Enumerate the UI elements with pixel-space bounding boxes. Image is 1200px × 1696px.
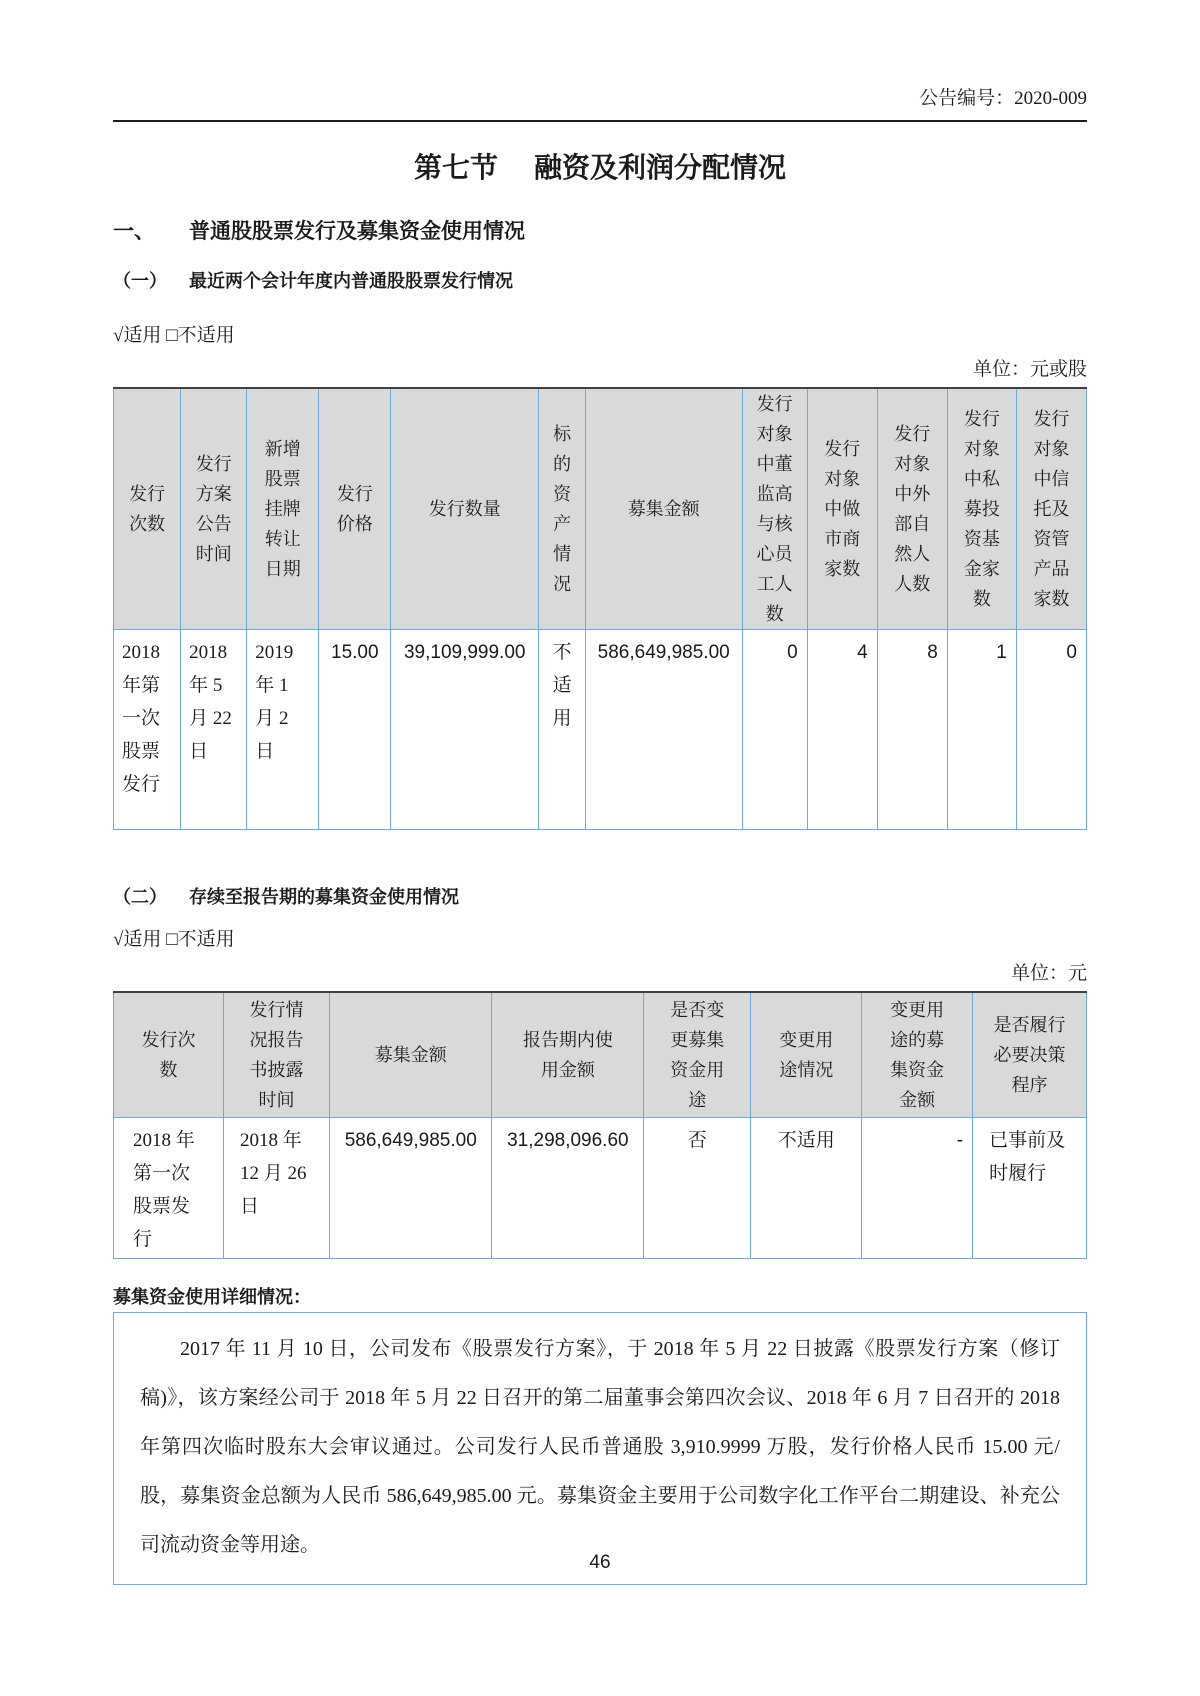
usage-cell-raised-amount: 586,649,985.00 [329,1117,491,1258]
issuance-header-insiders-count: 发行对象中董监高与核心员工人数 [742,388,807,630]
issuance-header-market-makers-count: 发行对象中做市商家数 [807,388,877,630]
doc-number: 公告编号：2020-009 [919,88,1087,109]
fund-usage-data-row [114,1117,1087,1258]
issuance-header-plan-announce-date: 发行方案公告时间 [181,388,247,630]
usage-header-procedures-performed: 是否履行必要决策程序 [973,992,1087,1117]
issuance-header-raised-amount: 募集金额 [585,388,742,630]
issuance-table [113,387,1087,830]
doc-header [113,0,1087,122]
applicable-line-1: √适用 □不适用 [113,325,235,346]
issuance-header-price: 发行价格 [319,388,391,630]
usage-cell-issue-count: 2018 年第一次股票发行 [114,1117,224,1258]
issuance-header-listing-date: 新增股票挂牌转让日期 [247,388,319,630]
section-1-1-label: 最近两个会计年度内普通股股票发行情况 [189,271,513,291]
page-content [113,0,1087,1585]
issuance-table-data-row [114,630,1087,830]
issuance-header-underlying-asset: 标的资产情况 [539,388,586,630]
section-1-number: 一、 [113,220,155,243]
usage-header-report-disclosure-date: 发行情况报告书披露时间 [223,992,329,1117]
issuance-cell-price: 15.00 [319,630,391,830]
usage-header-change-details: 变更用途情况 [751,992,862,1117]
issuance-header-external-individuals-count: 发行对象中外部自然人人数 [877,388,947,630]
section-1-heading [113,218,1087,246]
section-1-1-number: （一） [113,271,167,291]
issuance-cell-plan-announce-date: 2018 年 5 月 22 日 [181,630,247,830]
usage-cell-report-disclosure-date: 2018 年 12 月 26 日 [223,1117,329,1258]
page-title [113,148,1087,188]
usage-cell-procedures-performed: 已事前及时履行 [973,1117,1087,1258]
section-1-label: 普通股股票发行及募集资金使用情况 [189,220,525,243]
detail-paragraph: 2017 年 11 月 10 日，公司发布《股票发行方案》，于 2018 年 5 月 22 日披露《股票发行方案（修订稿)》，该方案经公司于 2018 年 5 月 22 日召开的第二届董事会第四次会议、2018 年 6 月 7 日召开的 2018 年第四次临时股东大会审议通过。公司发行人民币普通股 3,910.9999 万股，发行价格人民币 15.00 元/股，募集资金总额为人民币 586,649,985.00 元。募集资金主要用于公司数字化工作平台二期建设、补充公司流动资金等用途。 [140,1337,1060,1556]
usage-header-issue-count: 发行次数 [114,992,224,1117]
section-1-2-label: 存续至报告期的募集资金使用情况 [189,887,459,907]
issuance-cell-issue-count: 2018年第一次股票发行 [114,630,181,830]
issuance-cell-insiders-count: 0 [742,630,807,830]
issuance-header-issue-count: 发行次数 [114,388,181,630]
usage-cell-changed-amount: - [862,1117,973,1258]
issuance-cell-external-individuals-count: 8 [877,630,947,830]
usage-cell-used-amount: 31,298,096.60 [492,1117,644,1258]
issuance-table-header-row [114,388,1087,630]
unit-label-2: 单位：元 [1010,963,1087,984]
usage-header-used-amount: 报告期内使用金额 [492,992,644,1117]
fund-usage-table [113,991,1087,1259]
unit-label-1: 单位：元或股 [972,359,1087,380]
issuance-cell-raised-amount: 586,649,985.00 [585,630,742,830]
usage-cell-change-details: 不适用 [751,1117,862,1258]
section-1-2-number: （二） [113,887,167,907]
applicable-line-2: √适用 □不适用 [113,929,235,950]
fund-usage-header-row [114,992,1087,1117]
usage-header-purpose-changed: 是否变更募集资金用途 [644,992,751,1117]
detail-box [113,1312,1087,1585]
issuance-cell-private-funds-count: 1 [947,630,1016,830]
detail-section-label: 募集资金使用详细情况： [113,1286,311,1307]
usage-header-changed-amount: 变更用途的募集资金金额 [862,992,973,1117]
page-title-text: 融资及利润分配情况 [534,152,787,183]
issuance-header-private-funds-count: 发行对象中私募投资基金家数 [947,388,1016,630]
issuance-cell-trust-products-count: 0 [1016,630,1086,830]
issuance-cell-quantity: 39,109,999.00 [391,630,539,830]
section-1-1-heading [113,268,1087,294]
usage-cell-purpose-changed: 否 [644,1117,751,1258]
issuance-cell-underlying-asset: 不适用 [539,630,586,830]
usage-header-raised-amount: 募集金额 [329,992,491,1117]
issuance-header-quantity: 发行数量 [391,388,539,630]
issuance-cell-market-makers-count: 4 [807,630,877,830]
section-1-2-heading [113,884,1087,910]
page-title-section-number: 第七节 [413,152,498,183]
issuance-cell-listing-date: 2019 年 1 月 2 日 [247,630,319,830]
issuance-header-trust-products-count: 发行对象中信托及资管产品家数 [1016,388,1086,630]
page-number: 46 [589,1552,611,1573]
